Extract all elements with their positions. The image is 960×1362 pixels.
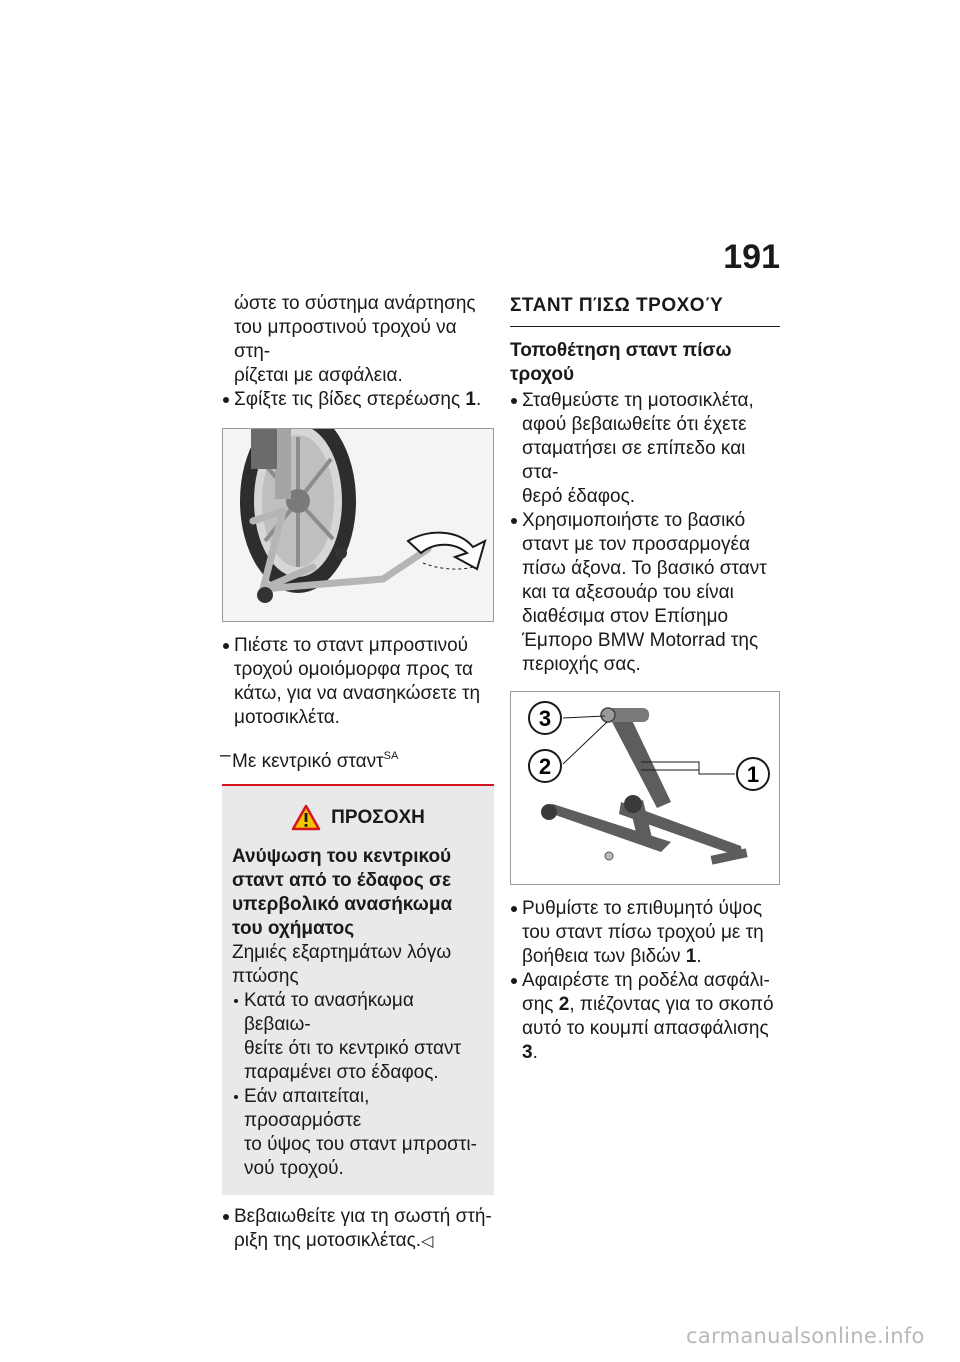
text-line: νού τροχού.	[244, 1158, 344, 1179]
notice-header	[232, 804, 484, 831]
step-text: Σφίξτε τις βίδες στερέωσης	[234, 389, 461, 410]
heading-line: σταντ από το έδαφος σε	[232, 870, 452, 891]
text-line: κάτω, για να ανασηκώσετε τη	[234, 683, 481, 704]
heading-line: Ανύψωση του κεντρικού	[232, 846, 452, 867]
text-line: ώστε το σύστημα ανάρτησης	[234, 293, 476, 314]
text-fragment: σης	[522, 994, 554, 1015]
subsection-title	[510, 339, 780, 387]
punctuation: .	[532, 1042, 538, 1063]
text-line: αφού βεβαιωθείτε ότι έχετε	[522, 414, 747, 435]
text-line: και τα αξεσουάρ του είναι	[522, 582, 734, 603]
text-fragment: , πιέζοντας για το σκοπό	[569, 994, 774, 1015]
title-line: τροχού	[510, 364, 575, 385]
text-fragment: αυτό το κουμπί απασφάλισης	[522, 1018, 769, 1039]
text-line: θείτε ότι το κεντρικό σταντ	[244, 1038, 461, 1059]
text-line: του μπροστινού τροχού να στη-	[234, 317, 457, 362]
use-stand-step	[510, 509, 780, 677]
callout-3: 3	[538, 706, 552, 731]
punctuation: .	[475, 389, 482, 410]
park-step	[510, 389, 780, 509]
text-line: σταντ με τον προσαρμογέα	[522, 534, 750, 555]
notice-title: ΠΡΟΣΟΧΗ	[331, 806, 425, 828]
text-line: Χρησιμοποιήστε το βασικό	[522, 510, 746, 531]
text-fragment: ριξη της μοτοσικλέτας.	[234, 1230, 422, 1251]
text-line	[522, 993, 780, 1017]
text-line	[234, 1229, 494, 1254]
heading-line: του οχήματος	[232, 918, 355, 939]
center-stand-condition	[222, 744, 494, 774]
text-line: του σταντ πίσω τροχού με τη	[522, 922, 764, 943]
text-line: Σταθμεύστε τη μοτοσικλέτα,	[522, 390, 754, 411]
text-line	[522, 945, 780, 969]
end-marker: ◁	[421, 1233, 434, 1250]
text-line: περιοχής σας.	[522, 654, 641, 675]
text-fragment: βοήθεια των βιδών	[522, 946, 681, 967]
warning-triangle-icon	[291, 804, 321, 831]
right-column	[510, 292, 780, 1065]
text-line: πίσω άξονα. Το βασικό σταντ	[522, 558, 767, 579]
title-line: Τοποθέτηση σταντ πίσω	[510, 340, 732, 361]
ref-number: 1	[685, 946, 697, 967]
left-column	[222, 292, 494, 1254]
text-line: τροχού ομοιόμορφα προς τα	[234, 659, 473, 680]
text-line: Πιέστε το σταντ μπροστινού	[234, 635, 469, 656]
heading-line: υπερβολικό ανασήκωμα	[232, 894, 453, 915]
text-line	[522, 1017, 780, 1065]
continued-text	[222, 292, 494, 388]
ref-number: 3	[522, 1042, 533, 1063]
condition-text: Με κεντρικό σταντ	[232, 751, 384, 772]
text-line: Βεβαιωθείτε για τη σωστή στή-	[234, 1206, 492, 1227]
ref-number: 2	[558, 994, 570, 1015]
text-line: πτώσης	[232, 966, 299, 987]
notice-consequence	[232, 941, 484, 989]
text-line: Αφαιρέστε τη ροδέλα ασφάλι-	[522, 970, 770, 991]
adjust-height-step	[510, 897, 780, 969]
text-line: ρίζεται με ασφάλεια.	[234, 365, 403, 386]
text-line: Εάν απαιτείται, προσαρμόστε	[244, 1086, 370, 1131]
rear-stand-illustration	[511, 692, 779, 884]
text-line: το ύψος του σταντ μπροστι-	[244, 1134, 477, 1155]
page-number: 191	[723, 238, 780, 276]
notice-heading	[232, 845, 484, 941]
rear-stand-figure	[510, 691, 780, 885]
text-line: σταματήσει σε επίπεδο και στα-	[522, 438, 746, 483]
remove-washer-step	[510, 969, 780, 1065]
press-stand-step	[222, 634, 494, 730]
notice-bullet	[232, 989, 484, 1085]
watermark[interactable]: carmanualsonline.info	[686, 1324, 925, 1348]
ref-number: 1	[465, 389, 476, 410]
punctuation: .	[696, 946, 702, 967]
text-line: Κατά το ανασήκωμα βεβαιω-	[244, 990, 414, 1035]
text-line: μοτοσικλέτα.	[234, 707, 340, 728]
caution-notice	[222, 786, 494, 1195]
text-line: διαθέσιμα στον Επίσημο	[522, 606, 729, 627]
text-line: Έμπορο BMW Motorrad της	[522, 630, 759, 651]
tighten-bolts-step	[222, 388, 494, 412]
verify-support-step	[222, 1205, 494, 1254]
notice-bullet	[232, 1085, 484, 1181]
sa-marker: SA	[383, 750, 399, 762]
section-title: ΣΤΑΝΤ ΠΊΣΩ ΤΡΟΧΟΎ	[510, 294, 780, 327]
callout-2: 2	[538, 754, 552, 779]
text-line: Ζημιές εξαρτημάτων λόγω	[232, 942, 452, 963]
front-stand-illustration	[223, 429, 493, 621]
text-line: θερό έδαφος.	[522, 486, 636, 507]
text-line: παραμένει στο έδαφος.	[244, 1062, 439, 1083]
front-stand-figure	[222, 428, 494, 622]
text-line: Ρυθμίστε το επιθυμητό ύψος	[522, 898, 763, 919]
callout-1: 1	[746, 762, 760, 787]
